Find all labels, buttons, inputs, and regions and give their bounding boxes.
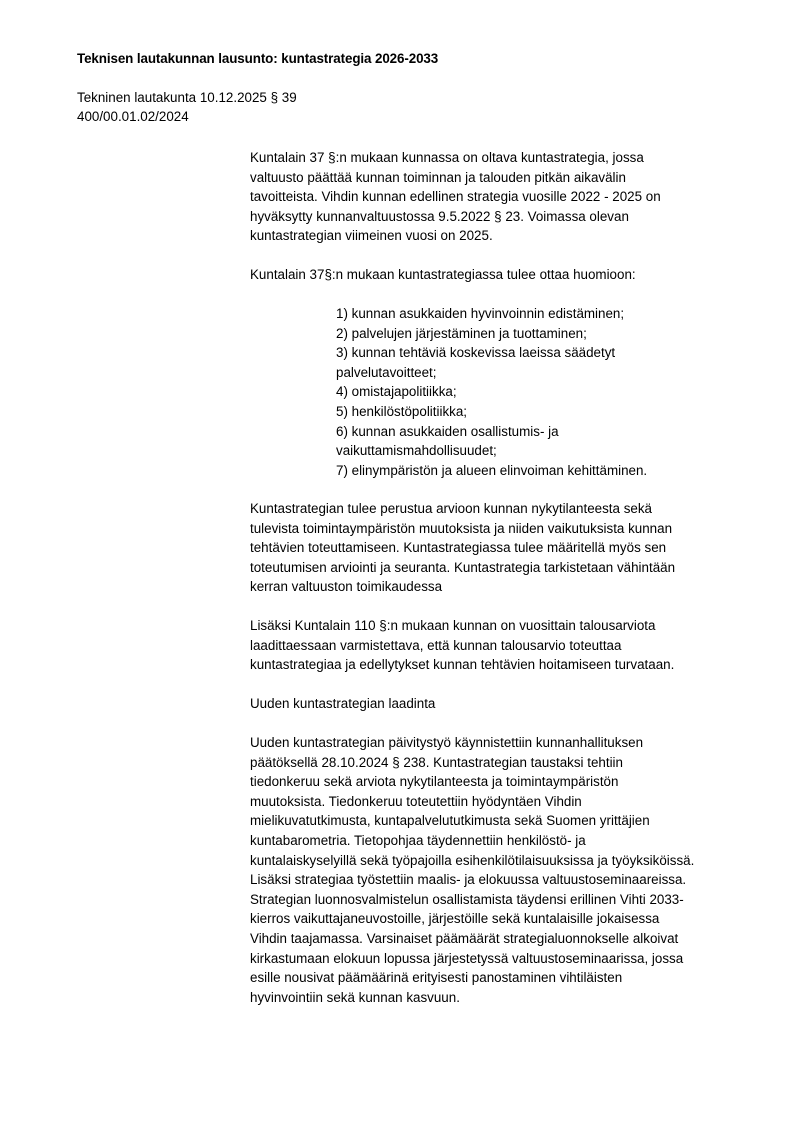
paragraph-strategy-basis: [250, 499, 750, 597]
text-line: tulevista toimintaympäristön muutoksista ja niiden vaikutuksista kunnan: [250, 520, 673, 536]
strategy-considerations-list: [336, 304, 756, 480]
text-line: kuntastrategian viimeinen vuosi on 2025.: [250, 228, 493, 244]
text-line: muutoksista. Tiedonkeruu toteutettiin hyödyntäen Vihdin: [250, 793, 582, 809]
list-item: 2) palvelujen järjestäminen ja tuottaminen;: [336, 325, 587, 341]
text-line: valtuusto päättää kunnan toiminnan ja talouden pitkän aikavälin: [250, 169, 626, 185]
text-line: tiedonkeruu sekä arviota nykytilanteesta ja toimintaympäristön: [250, 774, 619, 790]
text-line: Kuntalain 37 §:n mukaan kunnassa on oltava kuntastrategia, jossa: [250, 150, 644, 165]
meeting-reference: Tekninen lautakunta 10.12.2025 § 39: [77, 90, 297, 105]
text-line: kirkastumaan elokuun lopussa järjestetyssä valtuustoseminaarissa, jossa: [250, 950, 684, 966]
list-item: 3) kunnan tehtäviä koskevissa laeissa säädetyt: [336, 345, 616, 361]
text-line: Vihdin taajamassa. Varsinaiset päämäärät strategialuonnokselle alkoivat: [250, 930, 679, 946]
text-line: Kuntalain 37§:n mukaan kuntastrategiassa tulee ottaa huomioon:: [250, 267, 636, 282]
text-line: laadittaessaan varmistettava, että kunnan talousarvio toteuttaa: [250, 637, 622, 653]
text-line: Lisäksi Kuntalain 110 §:n mukaan kunnan on vuosittain talousarviota: [250, 618, 656, 633]
section-heading: Uuden kuntastrategian laadinta: [250, 696, 436, 711]
text-line: kuntastrategiaa ja edellytykset kunnan tehtävien hoitamiseen turvataan.: [250, 657, 675, 673]
text-line: kuntalaiskyselyillä sekä työpajoilla esihenkilötilaisuuksissa ja työyksiköissä.: [250, 852, 695, 868]
document-title: Teknisen lautakunnan lausunto: kuntastrategia 2026-2033: [77, 51, 439, 66]
section-heading-new-strategy: [250, 694, 750, 714]
list-item: 7) elinympäristön ja alueen elinvoiman kehittäminen.: [336, 462, 648, 478]
list-item-continuation: palvelutavoitteet;: [336, 364, 437, 380]
list-item: 5) henkilöstöpolitiikka;: [336, 403, 467, 419]
text-line: hyvinvointiin sekä kunnan kasvuun.: [250, 989, 460, 1005]
text-line: kerran valtuuston toimikaudessa: [250, 579, 443, 595]
paragraph-budget-requirement: [250, 616, 750, 675]
list-item-continuation: vaikuttamismahdollisuudet;: [336, 443, 497, 459]
paragraph-list-intro: [250, 265, 750, 285]
text-line: hyväksytty kunnanvaltuustossa 9.5.2022 § 23. Voimassa olevan: [250, 208, 629, 224]
text-line: kierros vaikuttajaneuvostoille, järjestöille sekä kuntalaisille jokaisessa: [250, 911, 660, 927]
text-line: Uuden kuntastrategian päivitystyö käynnistettiin kunnanhallituksen: [250, 735, 644, 750]
paragraph-strategy-preparation: [250, 733, 750, 1007]
record-number: 400/00.01.02/2024: [77, 109, 189, 124]
list-item: 1) kunnan asukkaiden hyvinvoinnin edistäminen;: [336, 306, 625, 321]
text-line: Lisäksi strategiaa työstettiin maalis- ja elokuussa valtuustoseminaareissa.: [250, 872, 687, 888]
list-item: 4) omistajapolitiikka;: [336, 384, 457, 400]
text-line: tehtävien toteuttamiseen. Kuntastrategiassa tulee määritellä myös sen: [250, 540, 667, 556]
list-item: 6) kunnan asukkaiden osallistumis- ja: [336, 423, 559, 439]
paragraph-strategy-requirement: [250, 148, 750, 246]
text-line: tavoitteista. Vihdin kunnan edellinen strategia vuosille 2022 - 2025 on: [250, 189, 661, 205]
text-line: Kuntastrategian tulee perustua arvioon kunnan nykytilanteesta sekä: [250, 501, 652, 516]
text-line: Strategian luonnosvalmistelun osallistamista täydensi erillinen Vihti 2033-: [250, 891, 684, 907]
text-line: toteutumisen arviointi ja seuranta. Kuntastrategia tarkistetaan vähintään: [250, 559, 676, 575]
text-line: mielikuvatutkimusta, kuntapalvelututkimusta sekä Suomen yrittäjien: [250, 813, 650, 829]
text-line: kuntabarometria. Tietopohjaa täydennettiin henkilöstö- ja: [250, 832, 586, 848]
text-line: päätöksellä 28.10.2024 § 238. Kuntastrategian taustaksi tehtiin: [250, 754, 623, 770]
text-line: esille nousivat päämäärinä erityisesti panostaminen vihtiläisten: [250, 970, 623, 986]
